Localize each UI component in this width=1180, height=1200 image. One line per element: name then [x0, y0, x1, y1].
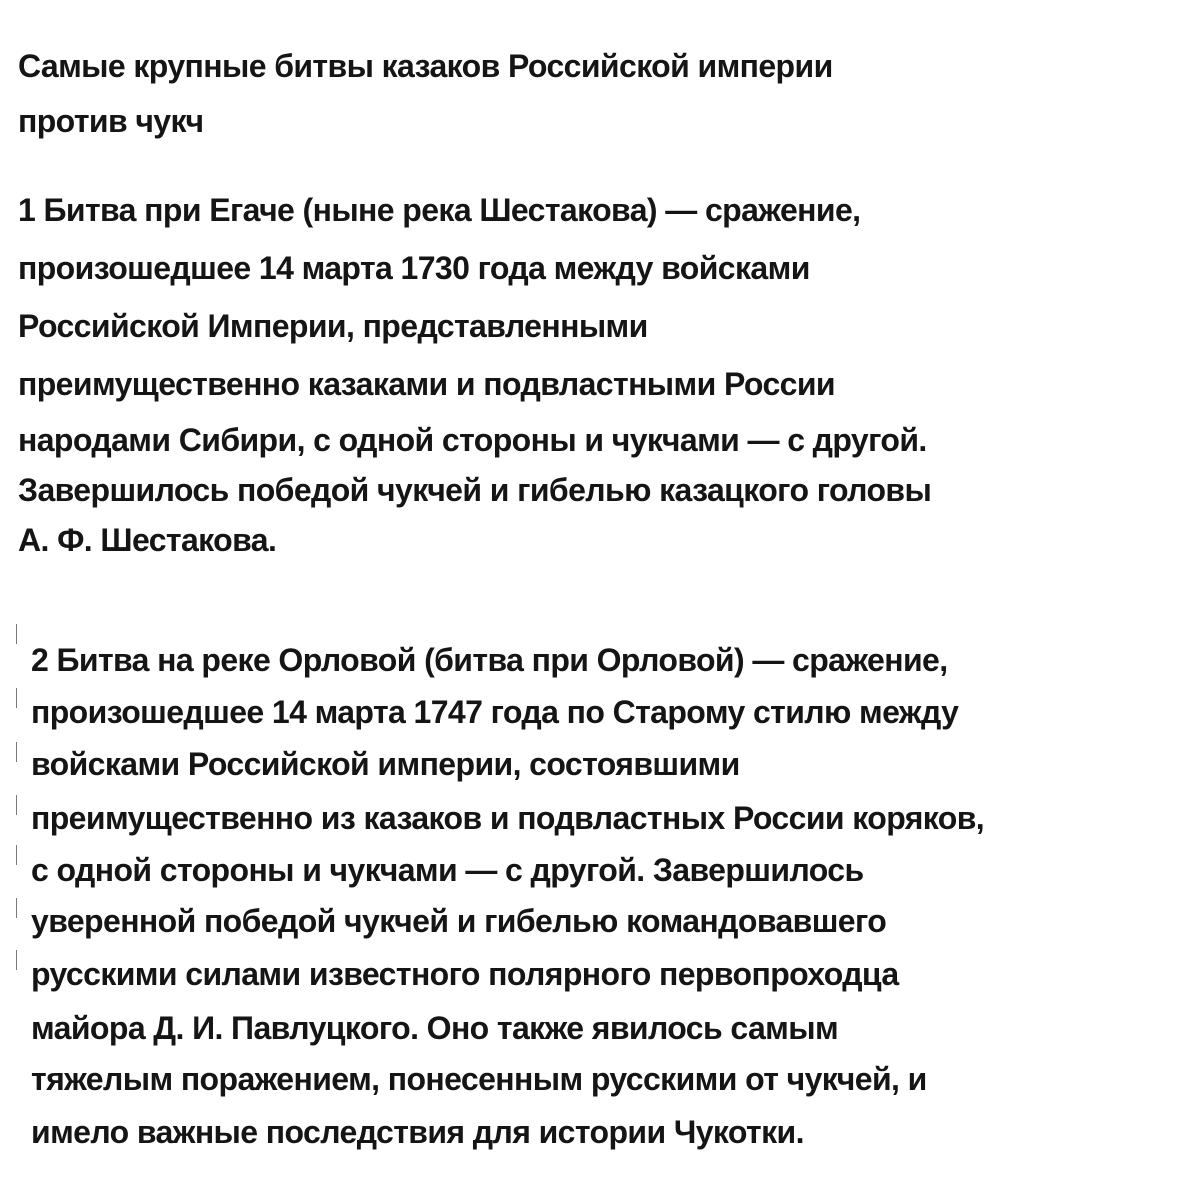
paragraph-line: русскими силами известного полярного первопроходца: [31, 956, 899, 992]
margin-mark: [16, 624, 17, 644]
paragraph-line: тяжелым поражением, понесенным русскими от чукчей, и: [31, 1061, 927, 1097]
paragraph-line: Завершилось победой чукчей и гибелью казацкого головы: [18, 472, 932, 508]
paragraph-line: А. Ф. Шестакова.: [18, 522, 277, 558]
paragraph-line: майора Д. И. Павлуцкого. Оно также явилось самым: [31, 1010, 839, 1046]
paragraph-line: уверенной победой чукчей и гибелью командовавшего: [31, 903, 887, 939]
paragraph-line: войсками Российской империи, состоявшими: [31, 746, 740, 782]
paragraph-line: народами Сибири, с одной стороны и чукчами — с другой.: [18, 422, 927, 458]
margin-mark: [16, 795, 17, 815]
paragraph-line: произошедшее 14 марта 1730 года между войсками: [18, 250, 810, 286]
paragraph-line: преимущественно из казаков и подвластных России коряков,: [31, 800, 985, 836]
paragraph-line: 2 Битва на реке Орловой (битва при Орловой) — сражение,: [31, 642, 948, 678]
margin-mark: [16, 950, 17, 970]
margin-mark: [16, 688, 17, 708]
paragraph-line: произошедшее 14 марта 1747 года по Старому стилю между: [31, 694, 959, 730]
margin-mark: [16, 742, 17, 762]
heading-line: против чукч: [18, 103, 204, 139]
paragraph-line: с одной стороны и чукчами — с другой. Завершилось: [31, 852, 864, 888]
margin-mark: [16, 845, 17, 865]
paragraph-line: Российской Империи, представленными: [18, 308, 648, 344]
paragraph-line: 1 Битва при Егаче (ныне река Шестакова) — сражение,: [18, 192, 861, 228]
heading-line: Самые крупные битвы казаков Российской империи: [18, 48, 833, 84]
margin-mark: [16, 898, 17, 918]
paragraph-line: имело важные последствия для истории Чукотки.: [31, 1114, 804, 1150]
paragraph-line: преимущественно казаками и подвластными России: [18, 366, 835, 402]
